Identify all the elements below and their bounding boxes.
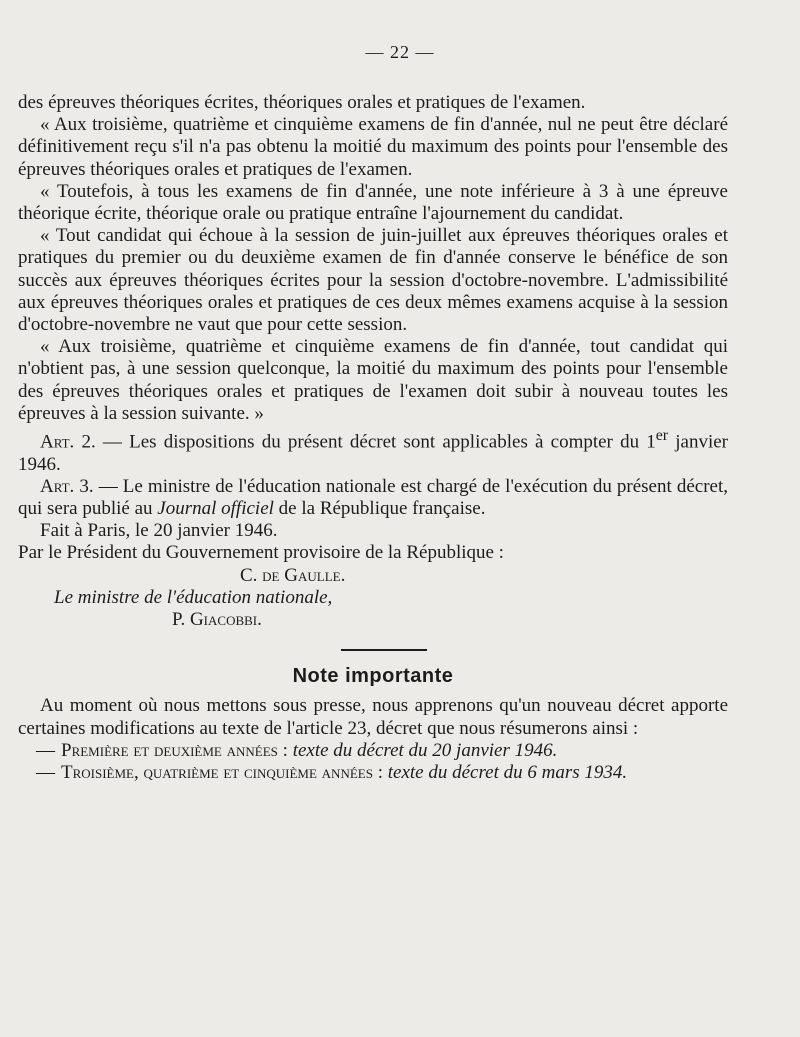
note-item-label: Première et deuxième années : [61, 739, 288, 761]
signature-ministre-title: Le ministre de l'éducation nationale, [54, 586, 333, 608]
article-3 [18, 476, 728, 520]
note-item-text: texte du décret du 6 mars 1934. [387, 762, 628, 784]
paragraph: « Aux troisième, quatrième et cinquième examens de fin d'année, nul ne peut être déclaré définitivement reçu s'il n'a pas obtenu la moitié du maximum des points pour l'ensemble des épreuves théoriques orales et pratiques de l'examen. [18, 114, 728, 180]
dash: — [36, 739, 55, 761]
dash: — [36, 762, 55, 784]
note-item-2 [18, 762, 728, 784]
section-divider [341, 649, 427, 651]
date-day: 1 [646, 431, 656, 453]
page-body [18, 92, 728, 784]
date-rest: janvier 1946. [18, 431, 729, 475]
note-intro: Au moment où nous mettons sous presse, nous apprenons qu'un nouveau décret apporte certaines modifications au texte de l'article 23, décret que nous résumerons ainsi : [18, 695, 728, 739]
page-number: — 22 — [365, 42, 435, 62]
fait-line: Fait à Paris, le 20 janvier 1946. [40, 520, 278, 542]
note-item-1 [18, 740, 728, 762]
date-superscript: er [655, 427, 669, 445]
note-item-label: Troisième, quatrième et cinquième années : [61, 762, 383, 784]
article-text-end: de la République française. [278, 497, 486, 519]
article-label: Art. 2. [40, 431, 96, 453]
journal-title: Journal officiel [157, 497, 274, 519]
article-text: — Le ministre de l'éducation nationale est chargé de l'exécution du présent décret, qui sera publié au [18, 475, 728, 519]
note-item-text: texte du décret du 20 janvier 1946. [292, 739, 558, 761]
article-text: — Les dispositions du présent décret sont applicables à compter du [102, 431, 640, 453]
par-line: Par le Président du Gouvernement provisoire de la République : [18, 542, 504, 564]
signature-giacobbi: P. Giacobbi. [172, 609, 262, 630]
paragraph: « Tout candidat qui échoue à la session de juin-juillet aux épreuves théoriques orales et pratiques du premier ou du deuxième examen de fin d'année conserve le bénéfice de son succès aux épreuves théoriques écrites pour la session d'octobre-novembre. L'admissibilité aux épreuves théoriques orales et pratiques de ces deux mêmes examens acquise à la session d'octobre-novembre ne vaut que pour cette session. [18, 225, 728, 336]
paragraph: « Toutefois, à tous les examens de fin d'année, une note inférieure à 3 à une épreuve théorique écrite, théorique orale ou pratique entraîne l'ajournement du candidat. [18, 180, 728, 225]
note-title: Note importante [292, 665, 454, 688]
article-label: Art. 3. [40, 475, 94, 497]
signature-de-gaulle: C. de Gaulle. [240, 564, 346, 586]
paragraph: « Aux troisième, quatrième et cinquième examens de fin d'année, tout candidat qui n'obtient pas, à une session quelconque, la moitié du maximum des points pour l'ensemble des épreuves théoriques orales et pratiques de l'examen doit subir à nouveau toutes les épreuves à la session suivante. » [18, 336, 728, 424]
article-2 [18, 425, 728, 476]
paragraph: des épreuves théoriques écrites, théoriques orales et pratiques de l'examen. [18, 92, 586, 113]
